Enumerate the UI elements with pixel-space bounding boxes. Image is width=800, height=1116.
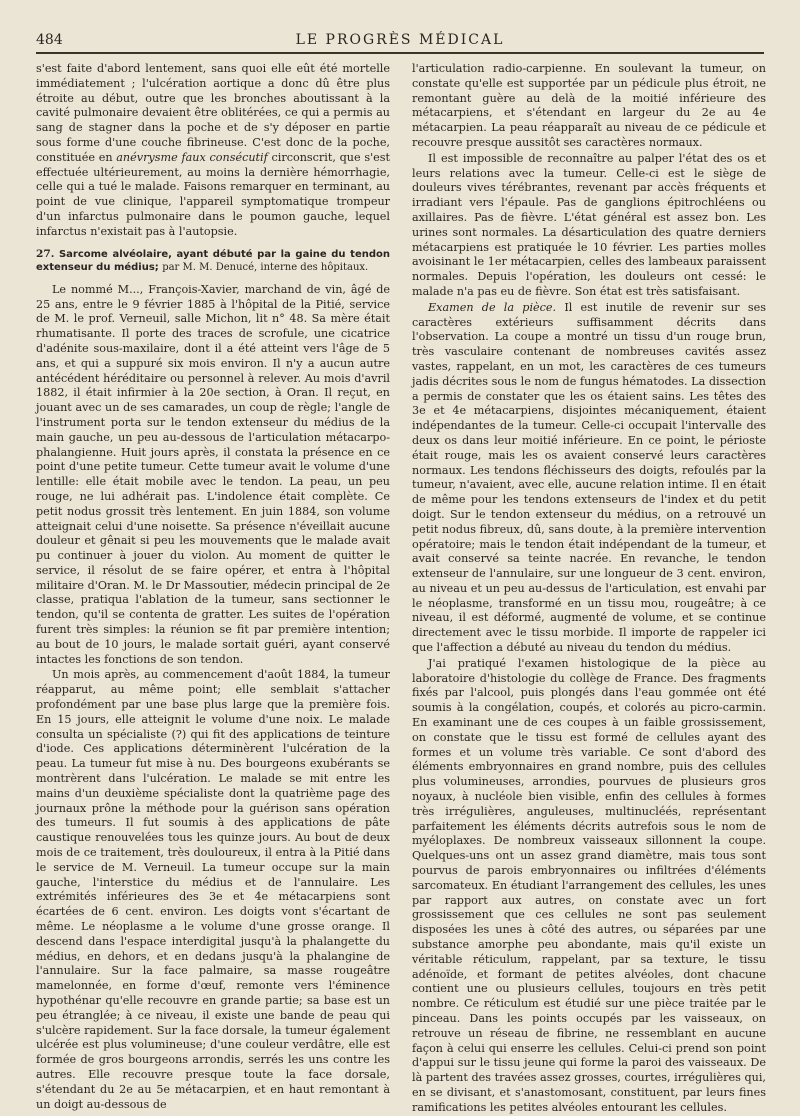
paragraph: Un mois après, au commencement d'août 1884, la tumeur réapparut, au même point; elle semblait s'attacher profondément par une base plus large que la première fois. En 15 jours, elle atteignit le volume d'une noix. Le malade consulta un spécialiste (?) qui fit des applications de teinture d'iode. Ces applications déterminèrent l'ulcération de la peau. La tumeur fut mise à nu. Des bourgeons exubérants se montrèrent dans l'ulcération. Le malade se mit entre les mains d'un deuxième spécialiste dont la quatrième page des journaux prône la méthode pour la guérison sans opération des tumeurs. Il fut soumis à des applications de pâte caustique renouvelées tous les quinze jours. Au bout de deux mois de ce traitement, très douloureux, il entra à la Pitié dans le service de M. Verneuil. La tumeur occupe sur la main gauche, l'interstice du médius et de l'annulaire. Les extrémités inférieures des 3e et 4e métacarpiens sont écartées de 6 cent. environ. Les doigts vont s'écartant de même. Le néoplasme a le volume d'une grosse orange. Il descend dans l'espace interdigital jusqu'à la phalangette du médius, en dehors, et en dedans jusqu'à la phalangine de l'annulaire. Sur la face palmaire, sa masse rougeâtre mamelonnée, en forme d'œuf, remonte vers l'éminence hypothénar qu'elle recouvre en grande partie; sa base est un peu étranglée; à ce niveau, il existe une bande de peau qui s'ulcère rapidement. Sur la face dorsale, la tumeur également ulcérée est plus volumineuse; d'une couleur verdâtre, elle est formée de gros bourgeons arrondis, serrés les uns contre les autres. Elle recouvre presque toute la face dorsale, s'étendant du 2e au 5e métacarpien, et en haut remontant à un doigt au-dessous de: [36, 668, 390, 1111]
emphasis-text: anévrysme faux consécutif: [116, 150, 268, 164]
article-heading: [36, 248, 390, 275]
text-run: circonscrit, que s'est effectuée ultérieurement, au moins la dernière hémorrhagie, celle qui a tué le malade. Faisons remarquer en terminant, au point de vue clinique, l'appareil symptomatique trompeur d'un infarctus pulmonaire dans le poumon gauche, lequel infarctus n'existait pas à l'autopsie.: [36, 150, 391, 238]
paragraph: J'ai pratiqué l'examen histologique de la pièce au laboratoire d'histologie du collège de France. Des fragments fixés par l'alcool, puis plongés dans l'eau gommée ont été soumis à la congélation, coupés, et colorés au picro-carmin. En examinant une de ces coupes à un faible grossissement, on constate que le tissu est formé de cellules ayant des formes et un volume très variable. Ce sont d'abord des éléments embryonnaires en grand nombre, puis des cellules plus volumineuses, arrondies, pourvues de plusieurs gros noyaux, à nucléole bien visible, enfin des cellules à formes très irrégulières, anguleuses, multinucléés, représentant parfaitement les éléments décrits autrefois sous le nom de myéloplaxes. De nombreux vaisseaux sillonnent la coupe. Quelques-uns ont un assez grand diamètre, mais tous sont pourvus de parois embryonnaires ou infiltrées d'éléments sarcomateux. En étudiant l'arrangement des cellules, les unes par rapport aux autres, on constate avec un fort grossissement que ces cellules ne sont pas seulement disposées les unes à côté des autres, ou séparées par une substance amorphe peu abondante, mais qu'il existe un véritable réticulum, rappelant, par sa texture, le tissu adénoïde, et formant de petites alvéoles, dont chacune contient une ou plusieurs cellules, toujours en très petit nombre. Ce réticulum est étudié sur une pièce traitée par le pinceau. Dans les points occupés par les vaisseaux, on retrouve un réseau de fibrine, ne ressemblant en aucune façon à celui qui enserre les cellules. Celui-ci prend son point d'appui sur le tissu jeune qui forme la paroi des vaisseaux. De là partent des travées assez grosses, courtes, irrégulières qui, en se divisant, et s'anastomosant, constituent, par leurs fines ramifications les petites alvéoles entourant les cellules.: [412, 656, 766, 1114]
text-run: Il est inutile de revenir sur ses caractères extérieurs suffisamment décrits dans l'observation. La coupe a montré un tissu d'un rouge brun, très vasculaire contenant de nombreuses cavités assez vastes, rappelant, en un mot, les caractères de ces tumeurs jadis décrites sous le nom de fungus hématodes. La dissection a permis de constater que les os étaient sains. Les têtes des 3e et 4e métacarpiens, disjointes mécaniquement, étaient indépendantes de la tumeur. Celle-ci occupait l'intervalle des deux os dans leur moitié inférieure. En ce point, le périoste était rouge, mais les os avaient conservé leurs caractères normaux. Les tendons fléchisseurs des doigts, refoulés par la tumeur, n'avaient, avec elle, aucune relation intime. Il en était de même pour les tendons extenseurs de l'index et du petit doigt. Sur le tendon extenseur du médius, on a retrouvé un petit nodus fibreux, dû, sans doute, à la première intervention opératoire; mais le tendon était indépendant de la tumeur, et avait conservé sa teinte nacrée. En revanche, le tendon extenseur de l'annulaire, sur une longueur de 3 cent. environ, au niveau et un peu au-dessus de l'articulation, est envahi par le néoplasme, transformé en un tissu mou, rougeâtre; à ce niveau, il est déformé, augmenté de volume, et se continue directement avec le tissu morbide. Il importe de rappeler ici que l'affection a débuté au niveau du tendon du médius.: [412, 300, 766, 655]
paragraph-continued: l'articulation radio-carpienne. En soulevant la tumeur, on constate qu'elle est supportée par un pédicule plus étroit, ne remontant guère au delà de la moitié inférieure des métacarpiens, et s'étendant en largeur du 2e au 4e métacarpien. La peau réapparaît au niveau de ce pédicule et recouvre presque aussitôt ses caractères normaux.: [412, 62, 766, 149]
article-number: 27.: [36, 247, 55, 260]
paragraph-continued: [36, 62, 390, 240]
section-label: Examen de la pièce.: [428, 300, 557, 314]
article-author: par M. M. Denucé, interne des hôpitaux.: [162, 262, 369, 274]
article-title: Sarcome alvéolaire, ayant débuté par la gaine du tendon extenseur du médius;: [36, 248, 390, 274]
paragraph: Il est impossible de reconnaître au palper l'état des os et leurs relations avec la tumeur. Celle-ci est le siège de douleurs vives térébrantes, revenant par accès fréquents et irradiant vers l'épaule. Pas de ganglions épitrochléens ou axillaires. Pas de fièvre. L'état général est assez bon. Les urines sont normales. La désarticulation des quatre derniers métacarpiens est pratiquée le 10 février. Les parties molles avoisinant le 1er métacarpien, celles des lambeaux paraissent normales. Depuis l'opération, les douleurs ont cessé: le malade n'a pas eu de fièvre. Son état est très satisfaisant.: [412, 151, 766, 298]
text-columns: [36, 62, 766, 1114]
paragraph: [412, 301, 766, 656]
article-heading-line: [36, 248, 390, 275]
running-title: LE PROGRÈS MÉDICAL: [295, 32, 505, 48]
page-header: [36, 28, 764, 54]
text-run: s'est faite d'abord lentement, sans quoi elle eût été mortelle immédiatement ; l'ulcération aortique a donc dû être plus étroite au début, outre que les bronches aboutissant à la cavité pulmonaire devaient être oblitérées, ce qui a permis au sang de stagner dans la poche et de s'y déposer en partie sous forme d'une couche fibrineuse. C'est donc de la poche, constituée en: [36, 62, 390, 164]
right-column: [412, 62, 766, 1114]
left-column: [36, 62, 391, 1111]
page-number: 484: [36, 32, 63, 48]
paragraph: Le nommé M..., François-Xavier, marchand de vin, âgé de 25 ans, entre le 9 février 1885 à l'hôpital de la Pitié, service de M. le prof. Verneuil, salle Michon, lit n° 48. Sa mère était rhumatisante. Il porte des traces de scrofule, une cicatrice d'adénite sous-maxilaire, dont il a été atteint vers l'âge de 5 ans, et qui a suppuré six mois environ. Il n'y a aucun autre antécédent héréditaire ou personnel à relever. Au mois d'avril 1882, il était infirmier à la 20e section, à Oran. Il reçut, en jouant avec un de ses camarades, un coup de règle; l'angle de l'instrument porta sur le tendon extenseur du médius de la main gauche, un peu au-dessous de l'articulation métacarpo-phalangienne. Huit jours après, il constata la présence en ce point d'une petite tumeur. Cette tumeur avait le volume d'une lentille: elle était mobile avec le tendon. La peau, un peu rouge, ne lui adhérait pas. L'indolence était complète. Ce petit nodus grossit très lentement. En juin 1884, son volume atteignait celui d'une noisette. Sa présence n'éveillait aucune douleur et gênait si peu les mouvements que le malade avait pu continuer à jouer du violon. Au moment de quitter le service, il résolut de se faire opérer, et entra à l'hôpital militaire d'Oran. M. le Dr Massoutier, médecin principal de 2e classe, pratiqua l'ablation de la tumeur, sans sectionner le tendon, qu'il se contenta de gratter. Les suites de l'opération furent très simples: la réunion se fit par première intention; au bout de 10 jours, le malade sortait guéri, ayant conservé intactes les fonctions de son tendon.: [36, 282, 390, 666]
